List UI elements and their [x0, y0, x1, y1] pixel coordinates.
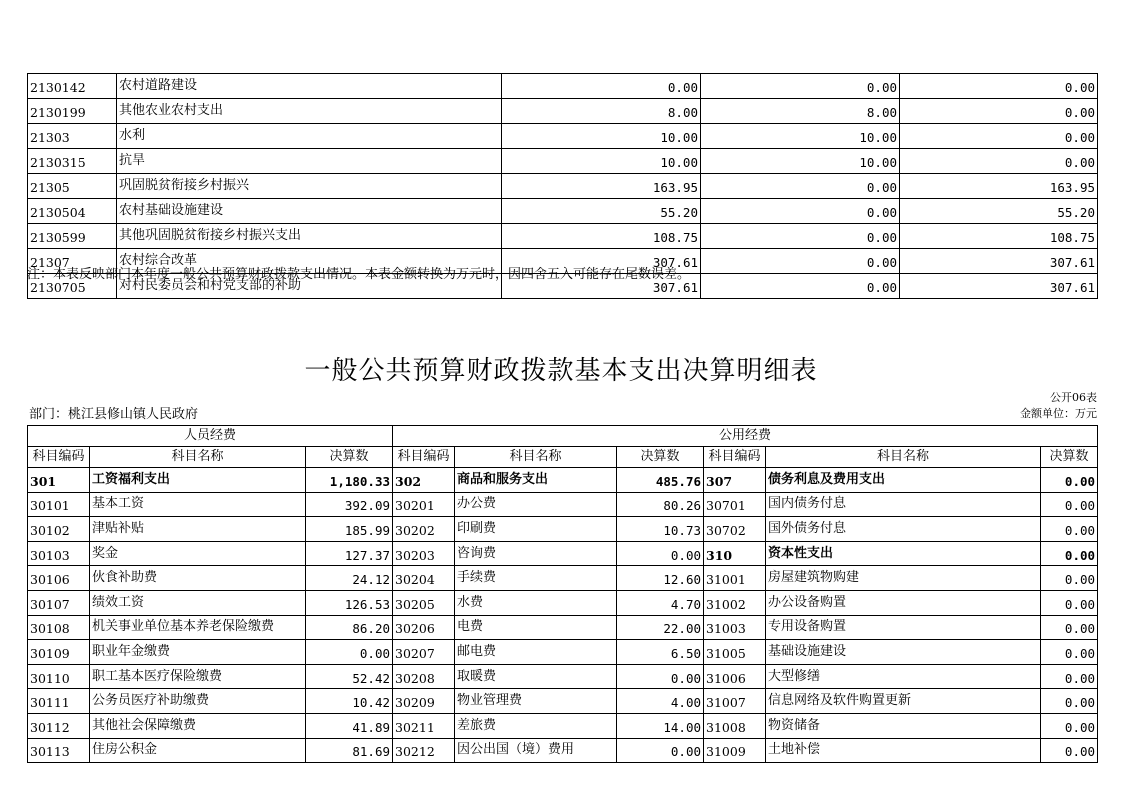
amount: 52.42 — [306, 664, 393, 689]
subject-name: 水费 — [455, 590, 617, 615]
subject-name: 农村道路建设 — [117, 74, 502, 99]
table-row — [28, 124, 1098, 149]
subject-code: 30103 — [28, 541, 90, 566]
subject-name: 水利 — [117, 124, 502, 149]
subject-code: 30207 — [393, 640, 455, 665]
table-row — [28, 492, 1098, 517]
subject-name: 农村综合改革 — [117, 249, 502, 274]
subject-code: 31001 — [704, 566, 766, 591]
subject-name: 绩效工资 — [90, 590, 306, 615]
amount: 0.00 — [617, 541, 704, 566]
amount-other: 307.61 — [900, 249, 1098, 274]
col-code-1: 科目编码 — [28, 447, 90, 468]
amount-project: 0.00 — [701, 274, 900, 299]
subject-code: 301 — [28, 468, 90, 493]
subject-code: 30209 — [393, 689, 455, 714]
subject-name: 机关事业单位基本养老保险缴费 — [90, 615, 306, 640]
subject-name: 咨询费 — [455, 541, 617, 566]
amount: 392.09 — [306, 492, 393, 517]
subject-code: 31003 — [704, 615, 766, 640]
amount: 41.89 — [306, 713, 393, 738]
amount: 10.73 — [617, 517, 704, 542]
amount-total: 10.00 — [502, 124, 701, 149]
table-row — [28, 689, 1098, 714]
amount: 1,180.33 — [306, 468, 393, 493]
amount-project: 8.00 — [701, 99, 900, 124]
subject-name: 电费 — [455, 615, 617, 640]
amount: 0.00 — [1041, 468, 1098, 493]
subject-code: 30113 — [28, 738, 90, 763]
amount: 10.42 — [306, 689, 393, 714]
col-amount-1: 决算数 — [306, 447, 393, 468]
subject-name: 商品和服务支出 — [455, 468, 617, 493]
amount: 126.53 — [306, 590, 393, 615]
subject-name: 房屋建筑物购建 — [766, 566, 1041, 591]
subject-name: 信息网络及软件购置更新 — [766, 689, 1041, 714]
amount-other: 163.95 — [900, 174, 1098, 199]
subject-name: 物资储备 — [766, 713, 1041, 738]
subject-code: 2130504 — [28, 199, 117, 224]
subject-name: 物业管理费 — [455, 689, 617, 714]
subject-code: 30208 — [393, 664, 455, 689]
subject-code: 30111 — [28, 689, 90, 714]
amount: 0.00 — [617, 738, 704, 763]
subject-code: 21307 — [28, 249, 117, 274]
detail-table-body — [28, 468, 1098, 763]
subject-name: 公务员医疗补助缴费 — [90, 689, 306, 714]
table-row — [28, 224, 1098, 249]
amount: 81.69 — [306, 738, 393, 763]
subject-name: 基本工资 — [90, 492, 306, 517]
subject-code: 30101 — [28, 492, 90, 517]
subject-name: 其他社会保障缴费 — [90, 713, 306, 738]
table-row — [28, 468, 1098, 493]
table-row — [28, 174, 1098, 199]
amount-unit-label: 金额单位：万元 — [1020, 407, 1097, 420]
subject-name: 工资福利支出 — [90, 468, 306, 493]
col-amount-2: 决算数 — [617, 447, 704, 468]
subject-code: 21305 — [28, 174, 117, 199]
subject-name: 基础设施建设 — [766, 640, 1041, 665]
basic-expenditure-detail-table — [27, 425, 1098, 763]
subject-name: 土地补偿 — [766, 738, 1041, 763]
subject-name: 印刷费 — [455, 517, 617, 542]
amount: 0.00 — [1041, 689, 1098, 714]
subject-name: 邮电费 — [455, 640, 617, 665]
amount: 12.60 — [617, 566, 704, 591]
amount-total: 8.00 — [502, 99, 701, 124]
amount: 0.00 — [1041, 492, 1098, 517]
subject-name: 手续费 — [455, 566, 617, 591]
group-header-row — [28, 426, 1098, 447]
table-row — [28, 615, 1098, 640]
amount: 4.70 — [617, 590, 704, 615]
table-row — [28, 738, 1098, 763]
subject-code: 310 — [704, 541, 766, 566]
subject-code: 30205 — [393, 590, 455, 615]
amount-project: 0.00 — [701, 74, 900, 99]
subject-code: 30112 — [28, 713, 90, 738]
amount: 22.00 — [617, 615, 704, 640]
subject-code: 30212 — [393, 738, 455, 763]
subject-name: 国内债务付息 — [766, 492, 1041, 517]
subject-name: 债务利息及费用支出 — [766, 468, 1041, 493]
subject-name: 国外债务付息 — [766, 517, 1041, 542]
amount: 0.00 — [306, 640, 393, 665]
subject-code: 31008 — [704, 713, 766, 738]
amount: 80.26 — [617, 492, 704, 517]
amount-other: 307.61 — [900, 274, 1098, 299]
amount: 0.00 — [1041, 566, 1098, 591]
col-name-3: 科目名称 — [766, 447, 1041, 468]
subject-code: 31002 — [704, 590, 766, 615]
subject-code: 30702 — [704, 517, 766, 542]
subject-name: 因公出国（境）费用 — [455, 738, 617, 763]
table-note: 注：本表反映部门本年度一般公共预算财政拨款支出情况。本表金额转换为万元时，因四舍五入可能存在尾数误差。 — [27, 267, 691, 282]
amount-other: 0.00 — [900, 99, 1098, 124]
subject-code: 2130599 — [28, 224, 117, 249]
table-row — [28, 74, 1098, 99]
subject-code: 31005 — [704, 640, 766, 665]
amount-total: 55.20 — [502, 199, 701, 224]
amount-other: 0.00 — [900, 124, 1098, 149]
column-header-row — [28, 447, 1098, 468]
table-row — [28, 149, 1098, 174]
amount: 127.37 — [306, 541, 393, 566]
table-row — [28, 640, 1098, 665]
subject-code: 2130142 — [28, 74, 117, 99]
subject-code: 30107 — [28, 590, 90, 615]
subject-name: 农村基础设施建设 — [117, 199, 502, 224]
amount-project: 10.00 — [701, 124, 900, 149]
subject-name: 办公设备购置 — [766, 590, 1041, 615]
amount: 0.00 — [1041, 664, 1098, 689]
subject-name: 抗旱 — [117, 149, 502, 174]
subject-name: 奖金 — [90, 541, 306, 566]
subject-name: 资本性支出 — [766, 541, 1041, 566]
subject-name: 专用设备购置 — [766, 615, 1041, 640]
amount-project: 0.00 — [701, 224, 900, 249]
subject-name: 其他巩固脱贫衔接乡村振兴支出 — [117, 224, 502, 249]
amount-project: 0.00 — [701, 174, 900, 199]
personnel-header: 人员经费 — [28, 426, 393, 447]
subject-name: 大型修缮 — [766, 664, 1041, 689]
subject-code: 30701 — [704, 492, 766, 517]
subject-code: 30204 — [393, 566, 455, 591]
amount-other: 108.75 — [900, 224, 1098, 249]
amount-other: 0.00 — [900, 149, 1098, 174]
amount: 0.00 — [1041, 541, 1098, 566]
subject-code: 30108 — [28, 615, 90, 640]
subject-code: 2130315 — [28, 149, 117, 174]
subject-code: 2130705 — [28, 274, 117, 299]
amount: 14.00 — [617, 713, 704, 738]
subject-code: 30202 — [393, 517, 455, 542]
col-name-2: 科目名称 — [455, 447, 617, 468]
subject-name: 伙食补助费 — [90, 566, 306, 591]
subject-name: 职工基本医疗保险缴费 — [90, 664, 306, 689]
amount-project: 10.00 — [701, 149, 900, 174]
table-row — [28, 566, 1098, 591]
subject-code: 30203 — [393, 541, 455, 566]
col-name-1: 科目名称 — [90, 447, 306, 468]
form-number: 公开06表 — [1050, 391, 1097, 404]
amount: 0.00 — [1041, 517, 1098, 542]
amount-other: 0.00 — [900, 74, 1098, 99]
subject-code: 2130199 — [28, 99, 117, 124]
subject-code: 307 — [704, 468, 766, 493]
subject-name: 办公费 — [455, 492, 617, 517]
amount: 0.00 — [1041, 738, 1098, 763]
amount-total: 0.00 — [502, 74, 701, 99]
amount-total: 10.00 — [502, 149, 701, 174]
amount: 86.20 — [306, 615, 393, 640]
amount: 485.76 — [617, 468, 704, 493]
col-code-3: 科目编码 — [704, 447, 766, 468]
table-row — [28, 664, 1098, 689]
subject-code: 30102 — [28, 517, 90, 542]
table-row — [28, 99, 1098, 124]
amount: 185.99 — [306, 517, 393, 542]
subject-name: 取暖费 — [455, 664, 617, 689]
department-label: 部门：桃江县修山镇人民政府 — [29, 407, 199, 422]
subject-name: 住房公积金 — [90, 738, 306, 763]
subject-code: 21303 — [28, 124, 117, 149]
amount-total: 307.61 — [502, 274, 701, 299]
amount: 4.00 — [617, 689, 704, 714]
subject-code: 30211 — [393, 713, 455, 738]
table-row — [28, 199, 1098, 224]
amount-total: 307.61 — [502, 249, 701, 274]
amount: 0.00 — [1041, 590, 1098, 615]
page-title: 一般公共预算财政拨款基本支出决算明细表 — [304, 356, 818, 386]
subject-name: 对村民委员会和村党支部的补助 — [117, 274, 502, 299]
amount-project: 0.00 — [701, 249, 900, 274]
amount-total: 163.95 — [502, 174, 701, 199]
table-row — [28, 590, 1098, 615]
table-row — [28, 713, 1098, 738]
subject-code: 30106 — [28, 566, 90, 591]
subject-code: 30206 — [393, 615, 455, 640]
col-amount-3: 决算数 — [1041, 447, 1098, 468]
amount-other: 55.20 — [900, 199, 1098, 224]
amount: 0.00 — [617, 664, 704, 689]
amount: 0.00 — [1041, 640, 1098, 665]
subject-code: 302 — [393, 468, 455, 493]
subject-name: 其他农业农村支出 — [117, 99, 502, 124]
amount: 24.12 — [306, 566, 393, 591]
table-row — [28, 541, 1098, 566]
subject-name: 津贴补贴 — [90, 517, 306, 542]
subject-code: 30201 — [393, 492, 455, 517]
subject-code: 31006 — [704, 664, 766, 689]
subject-code: 30109 — [28, 640, 90, 665]
col-code-2: 科目编码 — [393, 447, 455, 468]
amount: 0.00 — [1041, 615, 1098, 640]
amount: 0.00 — [1041, 713, 1098, 738]
table-row — [28, 517, 1098, 542]
amount-project: 0.00 — [701, 199, 900, 224]
subject-name: 职业年金缴费 — [90, 640, 306, 665]
subject-code: 31009 — [704, 738, 766, 763]
amount-total: 108.75 — [502, 224, 701, 249]
public-header: 公用经费 — [393, 426, 1098, 447]
subject-name: 差旅费 — [455, 713, 617, 738]
subject-name: 巩固脱贫衔接乡村振兴 — [117, 174, 502, 199]
subject-code: 30110 — [28, 664, 90, 689]
amount: 6.50 — [617, 640, 704, 665]
subject-code: 31007 — [704, 689, 766, 714]
